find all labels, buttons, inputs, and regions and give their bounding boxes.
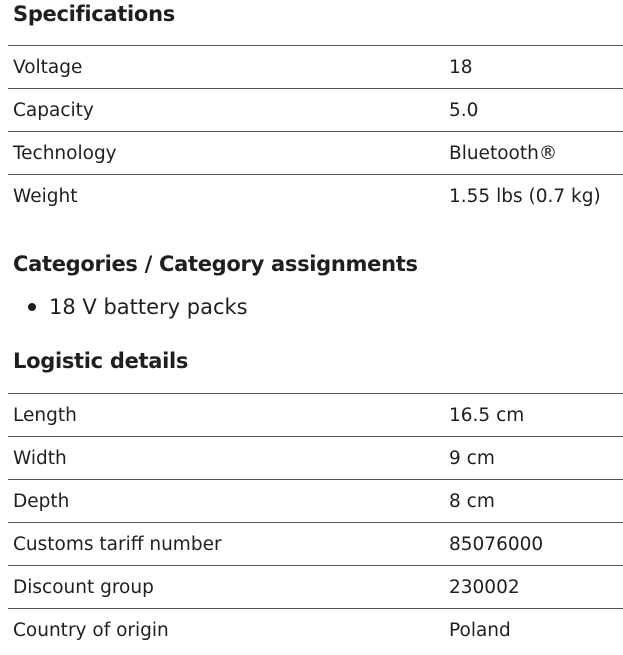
spec-label-weight: Weight	[13, 185, 78, 207]
category-list	[0, 290, 248, 324]
table-row	[8, 566, 623, 609]
spec-value-weight: 1.55 lbs (0.7 kg)	[449, 185, 601, 207]
spec-label-capacity: Capacity	[13, 99, 94, 121]
table-row	[8, 89, 623, 132]
logistic-value-discount-group: 230002	[449, 576, 520, 598]
logistic-value-customs-tariff: 85076000	[449, 533, 544, 555]
table-row	[8, 46, 623, 89]
categories-heading: Categories / Category assignments	[13, 252, 418, 276]
table-row	[8, 480, 623, 523]
logistic-label-depth: Depth	[13, 490, 70, 512]
spec-label-technology: Technology	[13, 142, 117, 164]
logistic-label-country-of-origin: Country of origin	[13, 619, 169, 641]
table-row	[8, 132, 623, 175]
logistic-label-length: Length	[13, 404, 77, 426]
spec-label-voltage: Voltage	[13, 56, 83, 78]
spec-value-voltage: 18	[449, 56, 473, 78]
list-item[interactable]	[0, 290, 248, 324]
specifications-table	[8, 45, 623, 218]
logistic-value-depth: 8 cm	[449, 490, 495, 512]
logistics-table	[8, 393, 623, 652]
logistic-label-customs-tariff: Customs tariff number	[13, 533, 222, 555]
category-label: 18 V battery packs	[49, 295, 248, 319]
table-row	[8, 175, 623, 218]
spec-value-capacity: 5.0	[449, 99, 479, 121]
logistic-value-width: 9 cm	[449, 447, 495, 469]
table-row	[8, 523, 623, 566]
specifications-heading: Specifications	[13, 2, 175, 26]
table-row	[8, 394, 623, 437]
spec-value-technology: Bluetooth®	[449, 142, 558, 164]
logistic-value-length: 16.5 cm	[449, 404, 525, 426]
table-row	[8, 437, 623, 480]
table-row	[8, 609, 623, 652]
logistic-label-discount-group: Discount group	[13, 576, 154, 598]
bullet-icon	[28, 303, 36, 311]
logistic-value-country-of-origin: Poland	[449, 619, 511, 641]
logistic-details-heading: Logistic details	[13, 349, 189, 373]
logistic-label-width: Width	[13, 447, 67, 469]
